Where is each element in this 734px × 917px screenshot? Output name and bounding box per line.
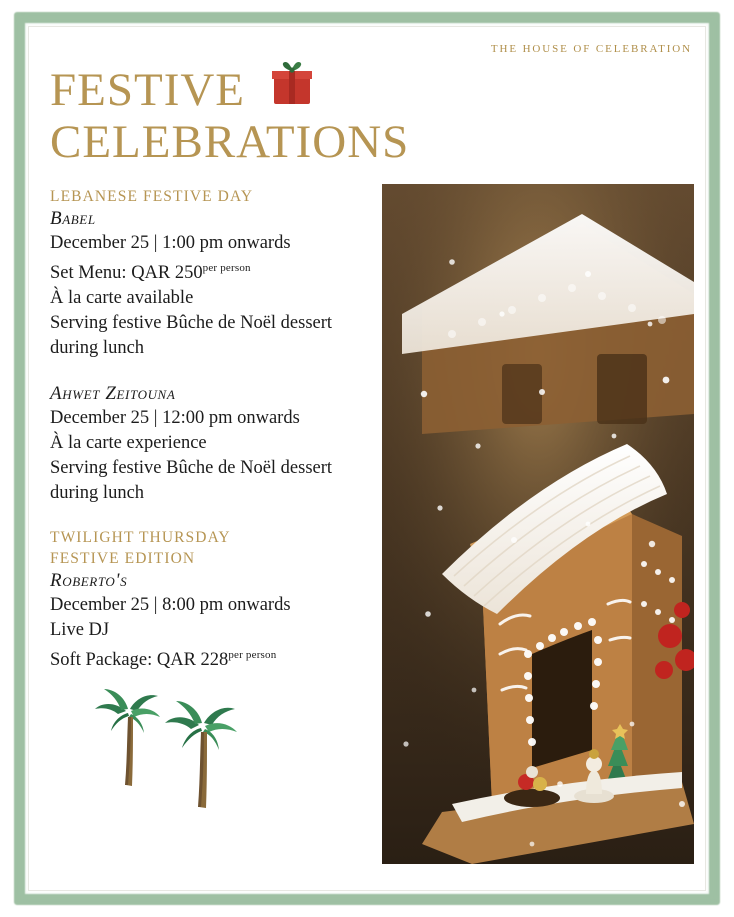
listing-ahwet-zeitouna xyxy=(50,382,380,506)
listing-superscript: per person xyxy=(202,262,251,274)
listing-line xyxy=(50,256,380,286)
listing-line: À la carte experience xyxy=(50,433,207,454)
listing-line: À la carte available xyxy=(50,288,194,309)
listing-line: during lunch xyxy=(50,483,145,504)
listing-venue: Roberto's xyxy=(50,570,128,592)
listing-twilight-thursday xyxy=(50,527,380,673)
listing-line: Serving festive Bûche de Noël dessert xyxy=(50,313,333,334)
listing-line: December 25 | 1:00 pm onwards xyxy=(50,233,291,253)
listing-line: during lunch xyxy=(50,338,145,359)
brand-line: THE HOUSE OF CELEBRATION xyxy=(490,43,692,55)
gift-box-icon xyxy=(268,60,316,106)
page-title-line-1: FESTIVE xyxy=(50,64,245,116)
page-content xyxy=(40,34,694,883)
listing-eyebrow: LEBANESE FESTIVE DAY xyxy=(50,188,254,205)
gingerbread-house-photo xyxy=(382,184,694,864)
listing-eyebrow-secondary: FESTIVE EDITION xyxy=(50,550,196,568)
page-title-line-2: CELEBRATIONS xyxy=(50,116,410,168)
listing-venue: Babel xyxy=(50,208,96,229)
listing-line-text: Set Menu: QAR 250 xyxy=(50,263,203,284)
listing-lebanese-festive-day xyxy=(50,186,380,361)
listing-line: Serving festive Bûche de Noël dessert xyxy=(50,458,333,479)
listing-superscript: per person xyxy=(228,649,277,662)
listing-line-text: Soft Package: QAR 228 xyxy=(50,650,229,671)
listing-line: Live DJ xyxy=(50,620,110,641)
listing-venue: Ahwet Zeitouna xyxy=(50,383,176,405)
palm-trees-illustration xyxy=(84,663,274,823)
page-title xyxy=(50,64,480,168)
listing-line: December 25 | 8:00 pm onwards xyxy=(50,595,291,616)
listing-line: December 25 | 12:00 pm onwards xyxy=(50,408,300,429)
listing-eyebrow: TWILIGHT THURSDAY xyxy=(50,529,231,547)
event-listings xyxy=(50,186,380,673)
